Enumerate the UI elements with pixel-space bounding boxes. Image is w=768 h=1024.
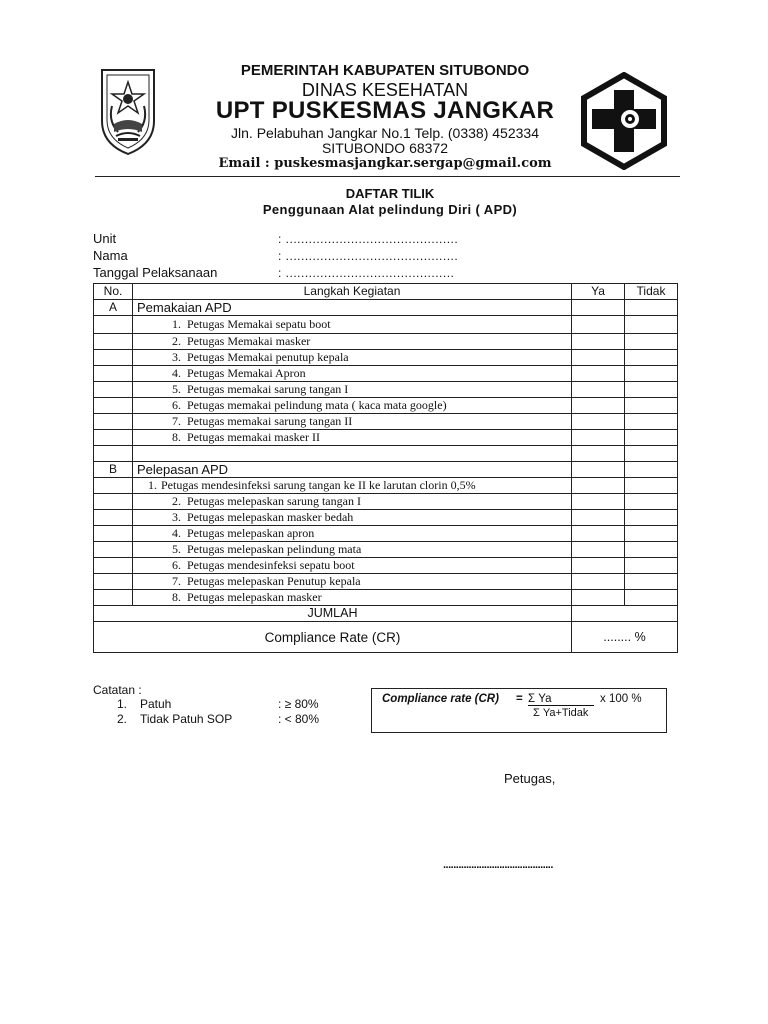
ya-cell[interactable] xyxy=(572,430,625,446)
note-value-tidak-patuh: : < 80% xyxy=(278,712,320,726)
tidak-cell[interactable] xyxy=(625,300,678,316)
jumlah-label: JUMLAH xyxy=(94,606,572,622)
ya-cell[interactable] xyxy=(572,574,625,590)
meta-value-tanggal: : ............................................ xyxy=(278,266,455,280)
tidak-cell[interactable] xyxy=(625,382,678,398)
header-step: Langkah Kegiatan xyxy=(133,284,572,300)
item-number: 8. xyxy=(172,590,181,604)
item-text: Petugas memakai sarung tangan II xyxy=(187,414,353,428)
tidak-cell[interactable] xyxy=(625,430,678,446)
government-name: PEMERINTAH KABUPATEN SITUBONDO xyxy=(240,62,530,79)
tidak-cell[interactable] xyxy=(625,316,678,334)
tidak-cell[interactable] xyxy=(625,590,678,606)
cr-value[interactable]: ........ % xyxy=(572,622,678,653)
item-text: Petugas melepaskan sarung tangan I xyxy=(187,494,361,508)
note-label-tidak-patuh: Tidak Patuh SOP xyxy=(140,712,233,726)
item-number: 1. xyxy=(172,317,181,331)
item-number: 3. xyxy=(172,350,181,364)
document-subtitle: Penggunaan Alat pelindung Diri ( APD) xyxy=(262,202,518,217)
ya-cell[interactable] xyxy=(572,526,625,542)
ya-cell[interactable] xyxy=(572,316,625,334)
item-number: 4. xyxy=(172,526,181,540)
header-divider xyxy=(95,176,680,177)
item-number: 3. xyxy=(172,510,181,524)
tidak-cell[interactable] xyxy=(625,398,678,414)
header-tidak: Tidak xyxy=(625,284,678,300)
item-text: Petugas melepaskan masker xyxy=(187,590,322,604)
item-number: 2. xyxy=(172,494,181,508)
table-header-row xyxy=(94,284,678,300)
section-row-b xyxy=(94,462,678,478)
jumlah-ya-cell[interactable] xyxy=(572,606,625,622)
jumlah-tidak-cell[interactable] xyxy=(625,606,678,622)
item-text: Petugas Memakai penutup kepala xyxy=(187,350,349,364)
formula-lhs: Compliance rate (CR) xyxy=(382,693,499,705)
tidak-cell[interactable] xyxy=(625,542,678,558)
item-text: Petugas memakai sarung tangan I xyxy=(187,382,349,396)
note-label-patuh: Patuh xyxy=(140,697,172,711)
tidak-cell[interactable] xyxy=(625,350,678,366)
tidak-cell[interactable] xyxy=(625,478,678,494)
table-row xyxy=(94,574,678,590)
tidak-cell[interactable] xyxy=(625,526,678,542)
note-value-patuh: : ≥ 80% xyxy=(278,697,319,711)
section-title: Pelepasan APD xyxy=(133,462,572,478)
item-text: Petugas melepaskan Penutup kepala xyxy=(187,574,361,588)
item-number: 7. xyxy=(172,574,181,588)
ya-cell[interactable] xyxy=(572,494,625,510)
item-number: 5. xyxy=(172,382,181,396)
item-number: 2. xyxy=(172,334,181,348)
institution-name: UPT PUSKESMAS JANGKAR xyxy=(215,97,555,124)
signature-line[interactable]: ........................................... xyxy=(443,859,553,871)
meta-label-unit: Unit xyxy=(93,231,117,246)
address: Jln. Pelabuhan Jangkar No.1 Telp. (0338) 452334 xyxy=(231,125,539,141)
table-row xyxy=(94,526,678,542)
section-no: B xyxy=(94,462,133,478)
formula-equals: = xyxy=(516,693,523,705)
tidak-cell[interactable] xyxy=(625,414,678,430)
table-row xyxy=(94,478,678,494)
ya-cell[interactable] xyxy=(572,398,625,414)
ya-cell[interactable] xyxy=(572,462,625,478)
formula-denominator: Σ Ya+Tidak xyxy=(533,707,589,719)
regency-emblem-logo xyxy=(98,66,158,156)
note-number: 1. xyxy=(117,697,128,711)
item-text: Petugas melepaskan masker bedah xyxy=(187,510,354,524)
meta-label-nama: Nama xyxy=(93,248,128,263)
section-no: A xyxy=(94,300,133,316)
formula-multiplier: x 100 % xyxy=(600,693,642,705)
item-text: Petugas Memakai Apron xyxy=(187,366,306,380)
meta-label-tanggal: Tanggal Pelaksanaan xyxy=(93,265,218,280)
cr-label: Compliance Rate (CR) xyxy=(94,622,572,653)
item-number: 1. xyxy=(148,478,157,492)
ya-cell[interactable] xyxy=(572,478,625,494)
item-number: 8. xyxy=(172,430,181,444)
ya-cell[interactable] xyxy=(572,350,625,366)
table-row xyxy=(94,590,678,606)
table-row xyxy=(94,542,678,558)
table-row xyxy=(94,316,678,334)
table-row xyxy=(94,366,678,382)
city-postal: SITUBONDO 68372 xyxy=(321,140,449,156)
tidak-cell[interactable] xyxy=(625,334,678,350)
tidak-cell[interactable] xyxy=(625,558,678,574)
meta-value-unit: : ............................................. xyxy=(278,232,459,246)
table-row xyxy=(94,430,678,446)
table-row xyxy=(94,494,678,510)
table-row xyxy=(94,334,678,350)
tidak-cell[interactable] xyxy=(625,462,678,478)
compliance-rate-row xyxy=(94,622,678,653)
department-name: DINAS KESEHATAN xyxy=(301,80,469,100)
item-text: Petugas melepaskan apron xyxy=(187,526,315,540)
tidak-cell[interactable] xyxy=(625,494,678,510)
table-row xyxy=(94,510,678,526)
item-text: Petugas memakai pelindung mata ( kaca mata google) xyxy=(187,398,447,412)
ya-cell[interactable] xyxy=(572,558,625,574)
item-text: Petugas Memakai sepatu boot xyxy=(187,317,331,331)
table-row xyxy=(94,350,678,366)
section-row-a xyxy=(94,300,678,316)
tidak-cell[interactable] xyxy=(625,574,678,590)
item-text: Petugas mendesinfeksi sepatu boot xyxy=(187,558,355,572)
email: Email : puskesmasjangkar.sergap@gmail.com xyxy=(218,156,552,171)
item-number: 6. xyxy=(172,558,181,572)
item-text: Petugas mendesinfeksi sarung tangan ke II ke larutan clorin 0,5% xyxy=(161,478,476,492)
ya-cell[interactable] xyxy=(572,334,625,350)
notes-title: Catatan : xyxy=(93,683,142,697)
ya-cell[interactable] xyxy=(572,590,625,606)
spacer-row xyxy=(94,446,678,462)
item-number: 6. xyxy=(172,398,181,412)
table-row xyxy=(94,414,678,430)
tidak-cell[interactable] xyxy=(625,510,678,526)
item-text: Petugas melepaskan pelindung mata xyxy=(187,542,362,556)
table-row xyxy=(94,558,678,574)
ya-cell[interactable] xyxy=(572,510,625,526)
signature-label: Petugas, xyxy=(504,771,556,786)
ya-cell[interactable] xyxy=(572,382,625,398)
tidak-cell[interactable] xyxy=(625,366,678,382)
ya-cell[interactable] xyxy=(572,366,625,382)
item-number: 5. xyxy=(172,542,181,556)
header-no: No. xyxy=(94,284,133,300)
table-row xyxy=(94,398,678,414)
ya-cell[interactable] xyxy=(572,414,625,430)
item-number: 7. xyxy=(172,414,181,428)
item-number: 4. xyxy=(172,366,181,380)
jumlah-row xyxy=(94,606,678,622)
meta-value-nama: : ............................................. xyxy=(278,249,459,263)
ya-cell[interactable] xyxy=(572,300,625,316)
note-number: 2. xyxy=(117,712,128,726)
ya-cell[interactable] xyxy=(572,542,625,558)
item-text: Petugas Memakai masker xyxy=(187,334,311,348)
section-title: Pemakaian APD xyxy=(133,300,572,316)
item-text: Petugas memakai masker II xyxy=(187,430,320,444)
formula-numerator: Σ Ya xyxy=(528,693,594,706)
header-ya: Ya xyxy=(572,284,625,300)
table-row xyxy=(94,382,678,398)
checklist-table xyxy=(93,283,678,653)
document-title: DAFTAR TILIK xyxy=(345,186,435,201)
